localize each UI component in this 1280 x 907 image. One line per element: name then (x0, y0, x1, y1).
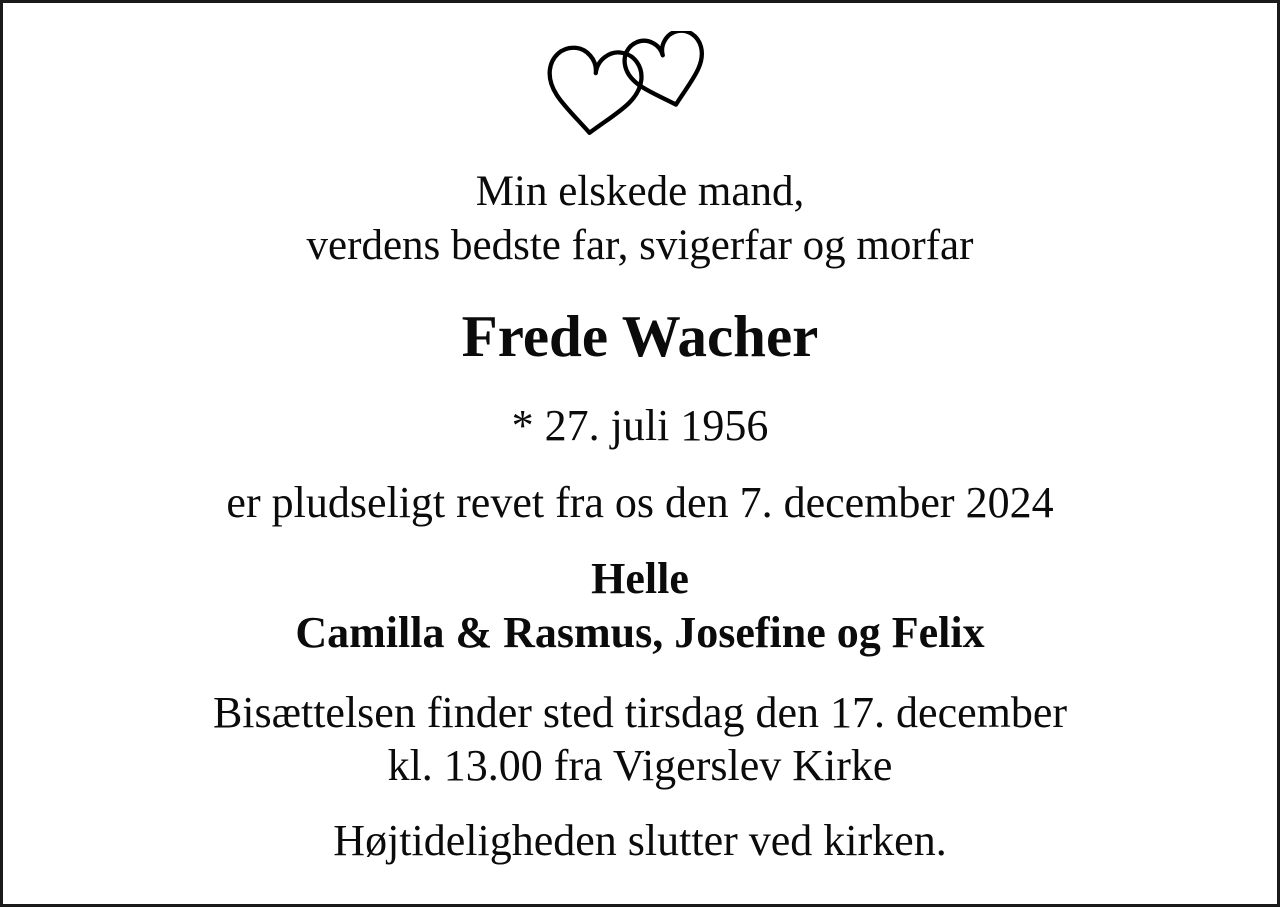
family-line-1: Helle (591, 554, 689, 604)
ceremony-line-2: kl. 13.00 fra Vigerslev Kirke (387, 741, 893, 791)
intro-lines (3, 165, 1277, 273)
death-date-line: er pludseligt revet fra os den 7. december 2024 (226, 478, 1054, 528)
deceased-name: Frede Wacher (461, 302, 819, 369)
family-line-2: Camilla & Rasmus, Josefine og Felix (295, 608, 985, 658)
closing-line: Højtideligheden slutter ved kirken. (333, 816, 947, 866)
intro-line-2: verdens bedste far, svigerfar og morfar (306, 221, 974, 269)
family-lines (3, 552, 1277, 659)
intro-line-1: Min elskede mand, (475, 168, 805, 215)
double-hearts-icon (538, 31, 743, 151)
ceremony-line-1: Bisættelsen finder sted tirsdag den 17. december (212, 687, 1068, 737)
ceremony-lines (3, 686, 1277, 793)
birth-date-line: * 27. juli 1956 (511, 401, 769, 451)
